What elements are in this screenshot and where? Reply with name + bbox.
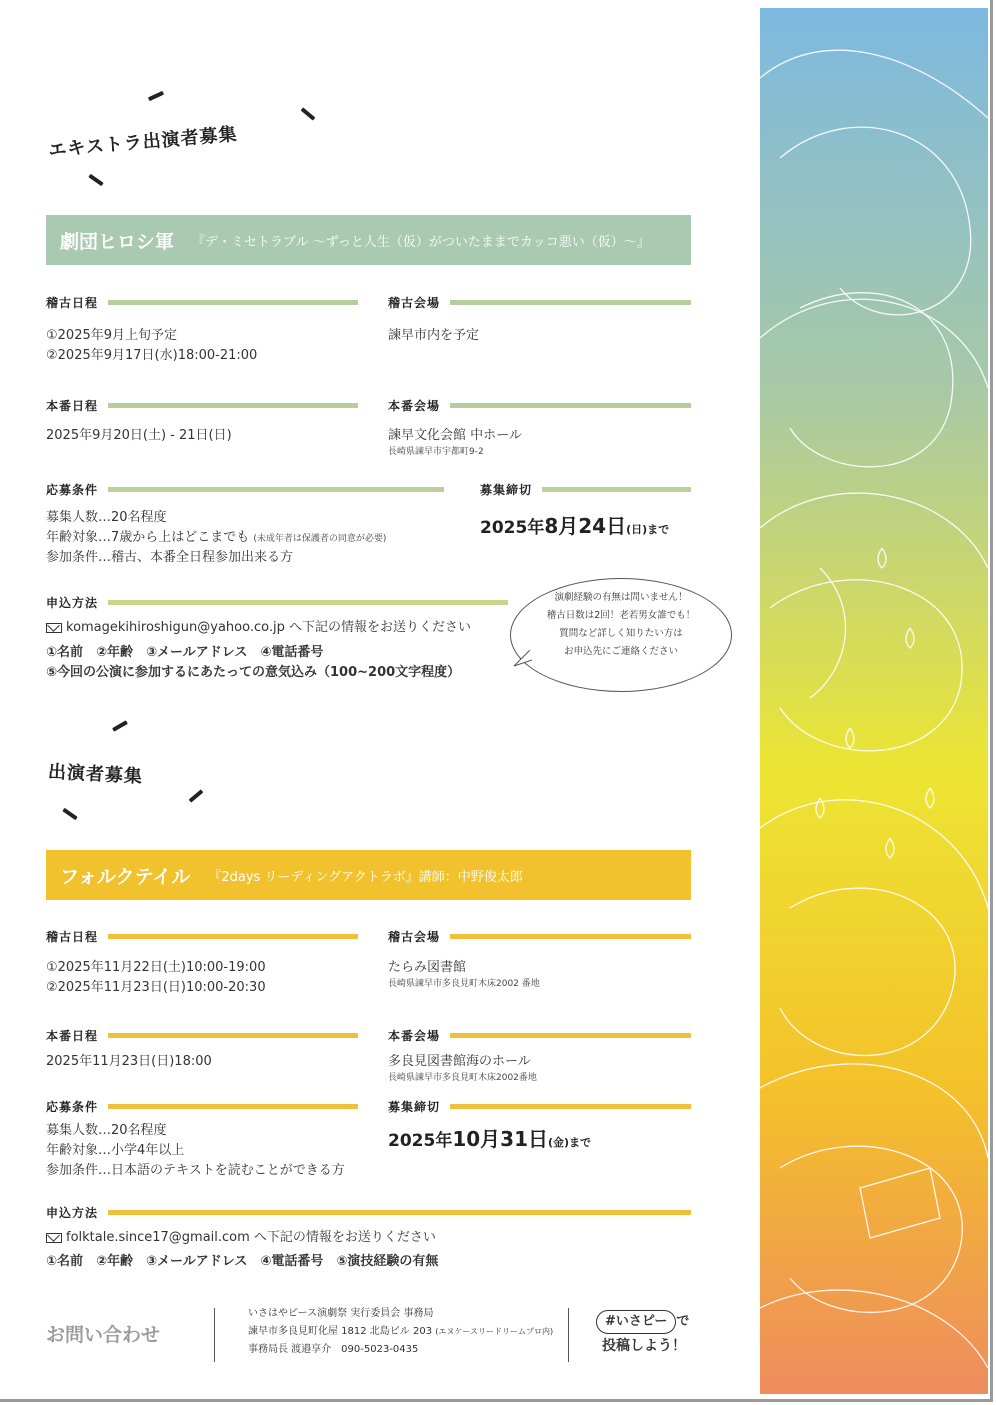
play-title: 『デ・ミセトラブル ～ずっと人生（仮）がついたままでカッコ悪い（仮）～』 — [192, 234, 650, 250]
condition-age: 年齢対象…7歳から上はどこまでも (未成年者は保護者の同意が必要) — [46, 530, 387, 545]
rehearsal-date-1: ①2025年9月上旬予定 — [46, 328, 178, 343]
performance-venue-address: 長崎県諫早市多良見町木床2002番地 — [388, 1073, 537, 1083]
label-rehearsal-schedule: 稽古日程 — [46, 928, 358, 945]
condition-age: 年齢対象…小学4年以上 — [46, 1143, 185, 1158]
mail-icon — [46, 1233, 62, 1243]
rehearsal-venue-name: たらみ図書館 — [388, 960, 467, 975]
label-apply: 申込方法 — [46, 1204, 691, 1221]
performance-date: 2025年11月23日(日)18:00 — [46, 1054, 212, 1069]
rehearsal-date-1: ①2025年11月22日(土)10:00-19:00 — [46, 960, 266, 975]
label-performance-schedule: 本番日程 — [46, 1027, 358, 1044]
label-apply: 申込方法 — [46, 594, 508, 611]
troupe-name: 劇団ヒロシ軍 — [60, 230, 175, 253]
section2-banner — [46, 850, 691, 900]
condition-count: 募集人数…20名程度 — [46, 510, 167, 525]
mail-icon — [46, 623, 62, 633]
apply-email-line: folktale.since17@gmail.com へ下記の情報をお送りください — [46, 1228, 436, 1248]
label-performance-venue: 本番会場 — [388, 1027, 691, 1044]
section2-heading: 出演者募集 — [47, 761, 144, 788]
label-deadline: 募集締切 — [388, 1098, 691, 1115]
label-performance-venue: 本番会場 — [388, 397, 691, 414]
speech-bubble: 演劇経験の有無は問いません！ 稽古日数は2回！老若男女誰でも！ 質問など詳しく知りたい方は お申込先にご連絡ください — [510, 578, 732, 692]
condition-participation: 参加条件…稽古、本番全日程参加出来る方 — [46, 550, 294, 565]
label-rehearsal-venue: 稽古会場 — [388, 294, 691, 311]
rehearsal-date-2: ②2025年11月23日(日)10:00-20:30 — [46, 980, 266, 995]
apply-email[interactable]: folktale.since17@gmail.com — [66, 1230, 250, 1245]
apply-items: ①名前 ②年齢 ③メールアドレス ④電話番号 ⑤演技経験の有無 — [46, 1254, 439, 1269]
apply-email-line: komagekihiroshigun@yahoo.co.jp へ下記の情報をお送りください — [46, 618, 471, 638]
hashtag: #いさピー — [596, 1310, 676, 1334]
footer-divider — [214, 1308, 215, 1362]
performance-venue-address: 長崎県諫早市宇都町9-2 — [388, 447, 484, 457]
footer-secretary: 事務局長 渡邉享介 090-5023-0435 — [248, 1344, 419, 1355]
label-conditions: 応募条件 — [46, 1098, 358, 1115]
label-performance-schedule: 本番日程 — [46, 397, 358, 414]
rehearsal-venue: 諫早市内を予定 — [388, 328, 480, 343]
label-conditions: 応募条件 — [46, 481, 444, 498]
deadline-date: 2025年8月24日(日)まで — [480, 514, 670, 538]
performance-venue-name: 諫早文化会館 中ホール — [388, 428, 522, 443]
performance-venue-name: 多良見図書館海のホール — [388, 1054, 531, 1069]
footer-org: いさはやピース演劇祭 実行委員会 事務局 — [248, 1308, 434, 1319]
deadline-date: 2025年10月31日(金)まで — [388, 1127, 592, 1151]
contact-label: お問い合わせ — [46, 1324, 161, 1346]
decorative-gradient-panel — [760, 8, 988, 1394]
post-cta: 投稿しよう！ — [602, 1338, 686, 1354]
footer-divider — [568, 1308, 569, 1362]
troupe-name: フォルクテイル — [60, 865, 191, 888]
section1-banner — [46, 215, 691, 265]
apply-items: ①名前 ②年齢 ③メールアドレス ④電話番号 — [46, 645, 324, 660]
rehearsal-venue-address: 長崎県諫早市多良見町木床2002 番地 — [388, 979, 540, 989]
footer-address: 諫早市多良見町化屋 1812 北島ビル 203 (エヌケースリードリームプロ内) — [248, 1326, 554, 1337]
bubble-tail — [512, 650, 534, 670]
condition-participation: 参加条件…日本語のテキストを読むことができる方 — [46, 1163, 345, 1178]
condition-count: 募集人数…20名程度 — [46, 1123, 167, 1138]
label-rehearsal-venue: 稽古会場 — [388, 928, 691, 945]
workshop-title: 『2days リーディングアクトラボ』講師：中野俊太郎 — [208, 869, 523, 885]
performance-date: 2025年9月20日(土) - 21日(日) — [46, 428, 232, 443]
section1-heading: エキストラ出演者募集 — [47, 123, 239, 162]
apply-email[interactable]: komagekihiroshigun@yahoo.co.jp — [66, 620, 285, 635]
rehearsal-date-2: ②2025年9月17日(水)18:00-21:00 — [46, 348, 258, 363]
label-deadline: 募集締切 — [480, 481, 691, 498]
label-rehearsal-schedule: 稽古日程 — [46, 294, 358, 311]
apply-item5: ⑤今回の公演に参加するにあたっての意気込み（100~200文字程度） — [46, 665, 461, 680]
hashtag-line: #いさピー で — [596, 1310, 689, 1334]
